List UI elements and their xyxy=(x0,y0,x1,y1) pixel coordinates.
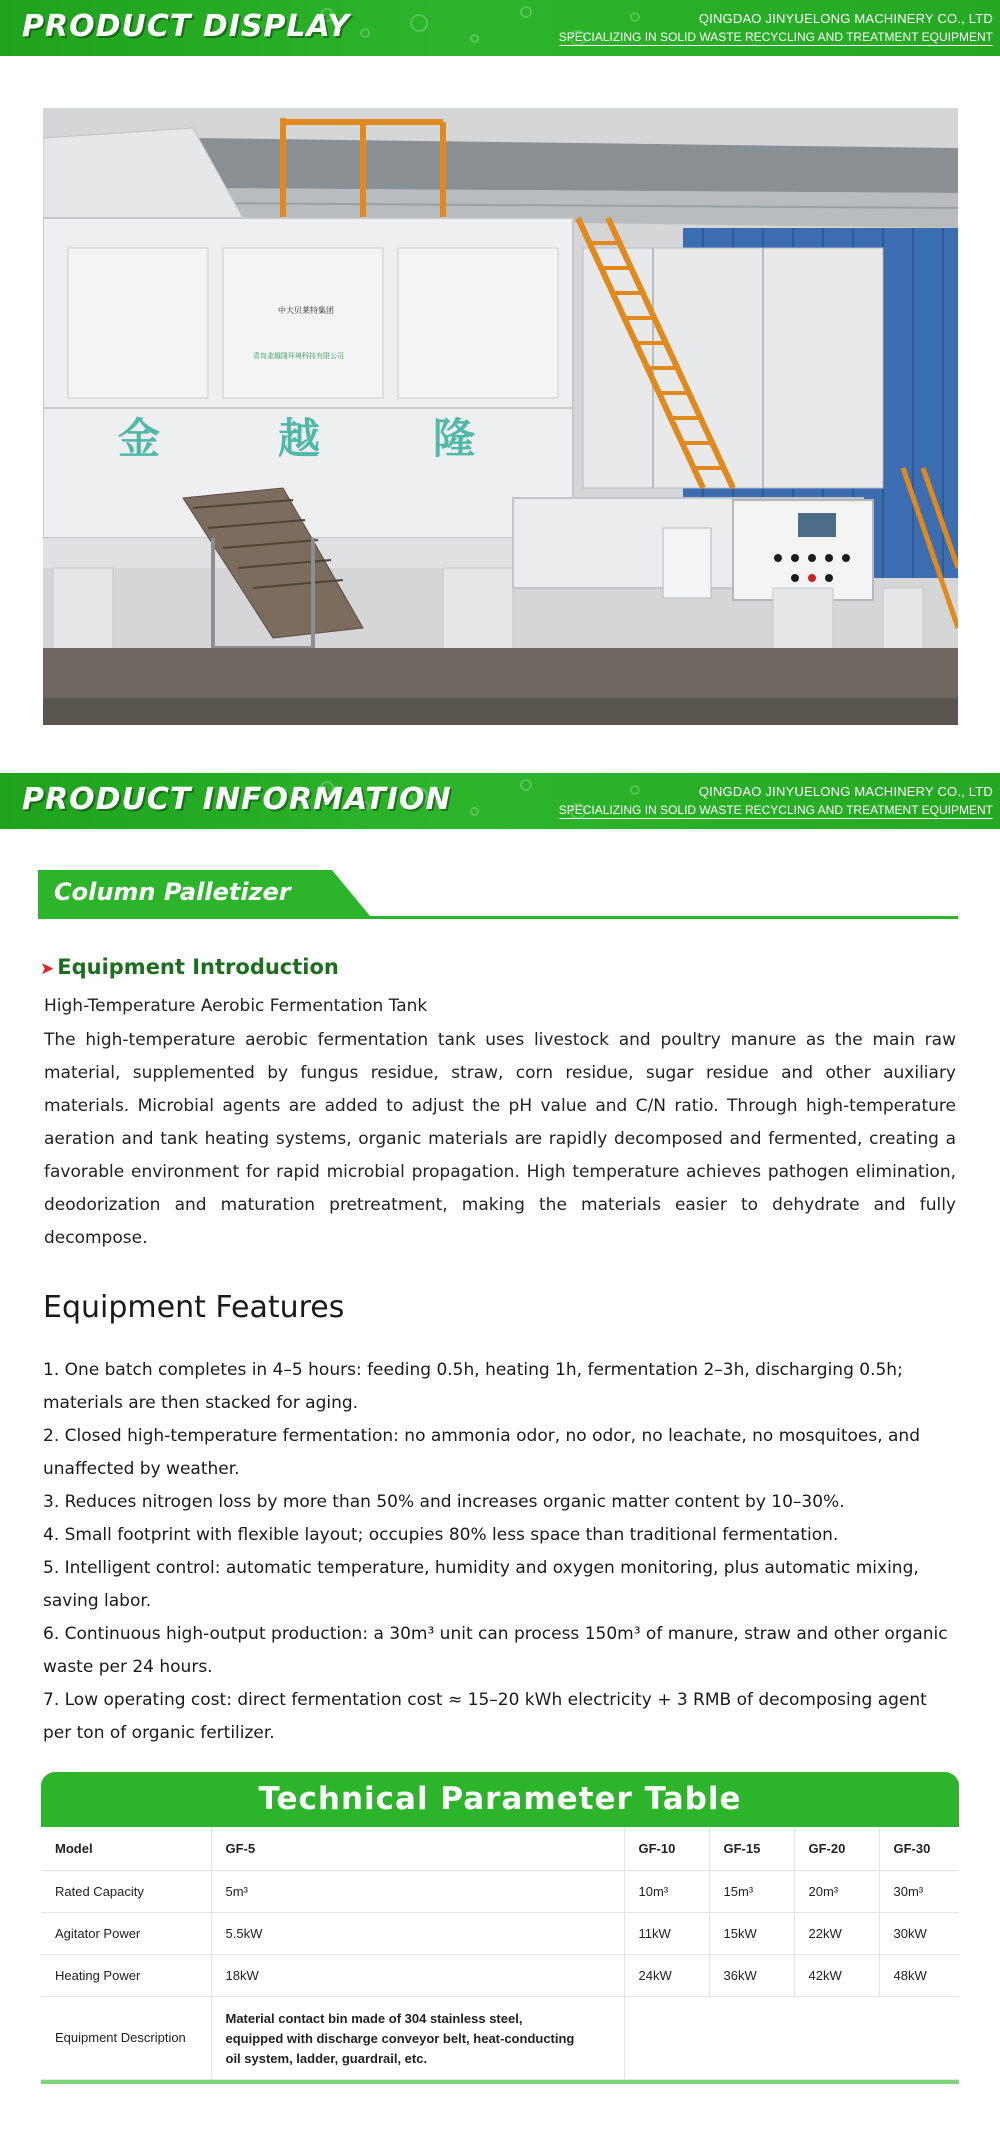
table-cell: 11kW xyxy=(624,1912,709,1954)
product-title: Column Palletizer xyxy=(38,870,332,916)
table-cell xyxy=(879,1996,959,2079)
table-cell: 20m³ xyxy=(794,1870,879,1912)
machine-brand-char-3: 隆 xyxy=(433,414,476,463)
table-cell: 30kW xyxy=(879,1912,959,1954)
table-cell: 22kW xyxy=(794,1912,879,1954)
table-cell: Agitator Power xyxy=(41,1912,211,1954)
features-list xyxy=(43,1354,958,1750)
feature-item: 6. Continuous high-output production: a 30m³ unit can process 150m³ of manure, straw and other organic waste per 24 hours. xyxy=(43,1624,948,1677)
banner-company: QINGDAO JINYUELONG MACHINERY CO., LTD xyxy=(698,11,993,26)
machine-company-text: 青岛金越隆环境科技有限公司 xyxy=(253,352,344,360)
banner-company: QINGDAO JINYUELONG MACHINERY CO., LTD xyxy=(698,784,993,799)
description-line: oil system, ladder, guardrail, etc. xyxy=(225,2050,428,2066)
banner-slogan: SPECIALIZING IN SOLID WASTE RECYCLING AND TREATMENT EQUIPMENT xyxy=(558,803,993,817)
table-cell: 30m³ xyxy=(879,1870,959,1912)
table-bottom-line xyxy=(41,2080,959,2084)
table-cell: Rated Capacity xyxy=(41,1870,211,1912)
parameter-table-title: Technical Parameter Table xyxy=(41,1772,959,1827)
table-cell: 42kW xyxy=(794,1954,879,1996)
parameter-table xyxy=(41,1772,959,2084)
machine-group-text: 中大贝莱特集团 xyxy=(278,306,334,315)
table-row-description xyxy=(41,1996,959,2079)
intro-body: The high-temperature aerobic fermentation tank uses livestock and poultry manure as the main raw material, supplemented by fungus residue, straw, corn residue, sugar residue and other auxiliary materials. Microbial agents are added to adjust the pH value and C/N ratio. Through high-temperature aeration and tank heating systems, organic materials are rapidly decomposed and fermented, creating a favorable environment for rapid microbial propagation. High temperature achieves pathogen elimination, deodorization and maturation pretreatment, making the materials easier to dehydrate and fully decompose. xyxy=(44,1030,956,1248)
machine-brand-char-2: 越 xyxy=(278,414,321,463)
intro-subtitle: High-Temperature Aerobic Fermentation Tank xyxy=(44,996,428,1016)
machine-brand-char-1: 金 xyxy=(118,414,161,463)
banner-slogan: SPECIALIZING IN SOLID WASTE RECYCLING AND TREATMENT EQUIPMENT xyxy=(558,30,993,44)
product-photo xyxy=(43,108,958,725)
table-cell xyxy=(794,1996,879,2079)
banner-title: PRODUCT INFORMATION xyxy=(22,782,452,817)
table-header-cell: GF-30 xyxy=(879,1827,959,1870)
table-row xyxy=(41,1870,959,1912)
tab-corner-decoration xyxy=(332,870,370,916)
description-line: Material contact bin made of 304 stainless steel, xyxy=(225,2010,523,2026)
feature-item: 4. Small footprint with flexible layout; occupies 80% less space than traditional fermentation. xyxy=(43,1525,839,1545)
product-title-tab xyxy=(38,870,958,920)
description-text xyxy=(211,1996,624,2079)
intro-heading xyxy=(40,955,339,979)
table-header-cell: GF-5 xyxy=(211,1827,624,1870)
table-header-row xyxy=(41,1827,959,1870)
description-line: equipped with discharge conveyor belt, heat-conducting xyxy=(225,2030,575,2046)
parameter-table-grid xyxy=(41,1827,959,2080)
feature-item: 5. Intelligent control: automatic temperature, humidity and oxygen monitoring, plus automatic mixing, saving labor. xyxy=(43,1558,919,1611)
description-label: Equipment Description xyxy=(41,1996,211,2079)
table-header-cell: GF-10 xyxy=(624,1827,709,1870)
table-cell xyxy=(624,1996,709,2079)
table-header-cell: Model xyxy=(41,1827,211,1870)
table-cell: 36kW xyxy=(709,1954,794,1996)
table-cell: 48kW xyxy=(879,1954,959,1996)
feature-item: 7. Low operating cost: direct fermentation cost ≈ 15–20 kWh electricity + 3 RMB of decomposing agent per ton of organic fertilizer. xyxy=(43,1690,927,1743)
table-header-cell: GF-20 xyxy=(794,1827,879,1870)
red-arrow-icon: ➤ xyxy=(40,959,55,979)
table-cell: 15kW xyxy=(709,1912,794,1954)
table-cell: Heating Power xyxy=(41,1954,211,1996)
fermentation-tank-illustration xyxy=(43,108,958,725)
intro-heading-text: Equipment Introduction xyxy=(57,955,339,979)
table-row xyxy=(41,1912,959,1954)
feature-item: 2. Closed high-temperature fermentation: no ammonia odor, no odor, no leachate, no mosquitoes, and unaffected by weather. xyxy=(43,1426,920,1479)
table-cell: 18kW xyxy=(211,1954,624,1996)
banner-title: PRODUCT DISPLAY xyxy=(22,9,351,44)
feature-item: 3. Reduces nitrogen loss by more than 50% and increases organic matter content by 10–30%. xyxy=(43,1492,845,1512)
banner-bubbles-decoration xyxy=(300,0,680,56)
product-information-banner xyxy=(0,773,1000,829)
table-cell: 24kW xyxy=(624,1954,709,1996)
table-cell: 5.5kW xyxy=(211,1912,624,1954)
feature-item: 1. One batch completes in 4–5 hours: feeding 0.5h, heating 1h, fermentation 2–3h, discharging 0.5h; materials are then stacked for aging. xyxy=(43,1360,903,1413)
table-row xyxy=(41,1954,959,1996)
product-display-banner xyxy=(0,0,1000,56)
table-header-cell: GF-15 xyxy=(709,1827,794,1870)
tab-underline xyxy=(38,916,958,919)
features-heading: Equipment Features xyxy=(43,1290,345,1325)
table-cell: 10m³ xyxy=(624,1870,709,1912)
table-cell xyxy=(709,1996,794,2079)
table-cell: 15m³ xyxy=(709,1870,794,1912)
table-cell: 5m³ xyxy=(211,1870,624,1912)
